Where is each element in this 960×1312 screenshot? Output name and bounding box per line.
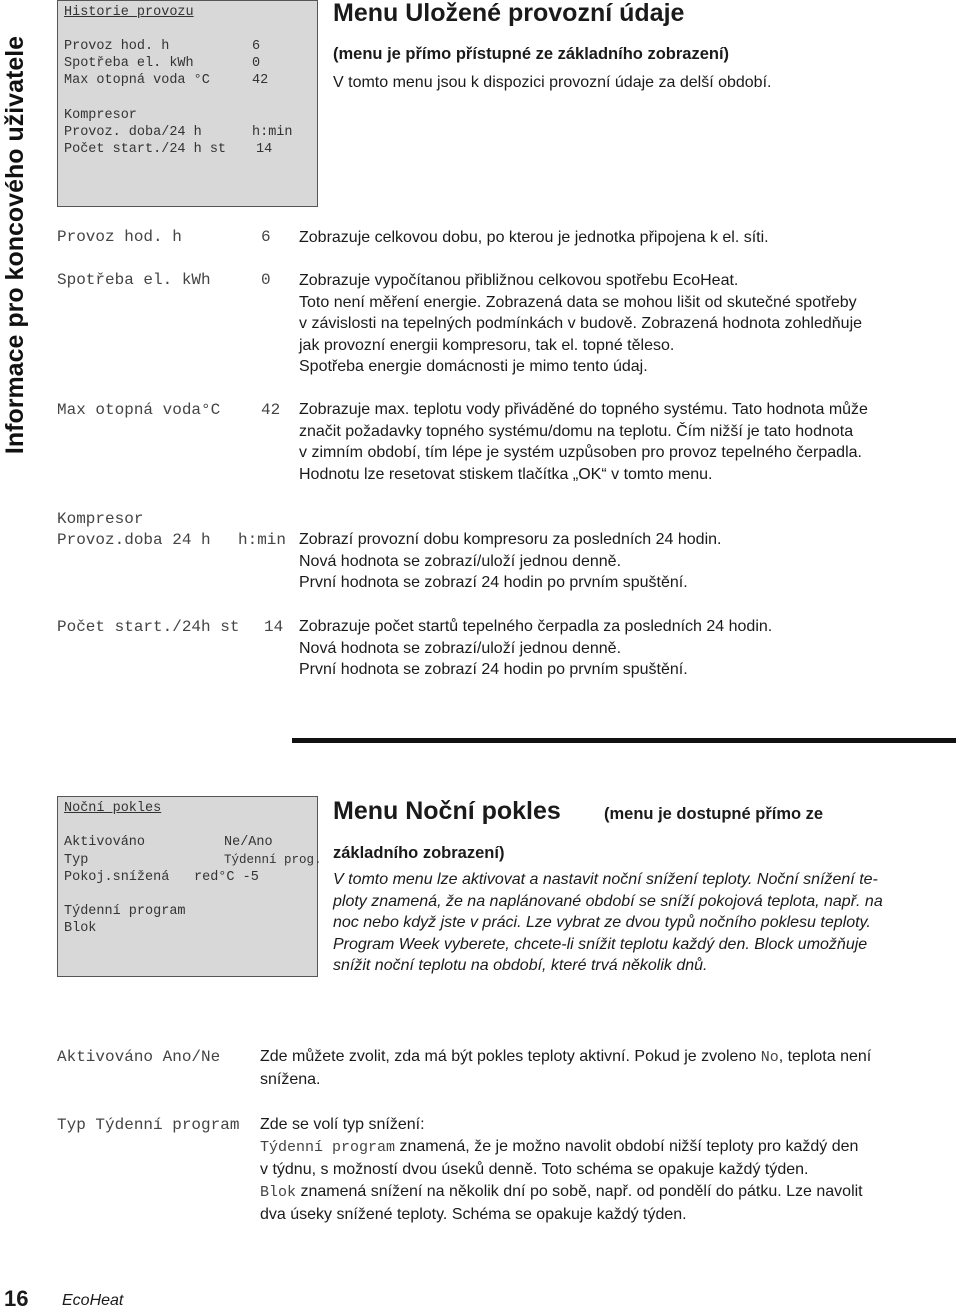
item-label: Spotřeba el. kWh: [57, 271, 211, 289]
section-subtitle: základního zobrazení): [333, 844, 505, 862]
panel-row-value: 6: [252, 39, 261, 54]
panel-row-value: h:min: [252, 125, 293, 140]
section-intro: V tomto menu jsou k dispozici provozní údaje za delší období.: [333, 74, 772, 91]
section-intro: [333, 869, 953, 977]
desc-text: znamená snížení na několik dní po sobě, např. od pondělí do pátku. Lze navolit: [296, 1183, 863, 1200]
panel-section-label: Kompresor: [64, 108, 137, 123]
item-description: [260, 1114, 950, 1226]
page-number: 16: [4, 1286, 29, 1311]
side-title: Informace pro koncového uživatele: [1, 35, 29, 455]
panel-row-value: 42: [252, 73, 269, 88]
desc-line: jak provozní energii kompresoru, tak el. topné těleso.: [299, 336, 675, 354]
item-description: [299, 616, 944, 681]
desc-line: v zimním období, tím lépe je systém uzpůsoben pro provoz tepelného čerpadla.: [299, 444, 862, 461]
panel-title: Noční pokles: [64, 801, 162, 816]
desc-line: Spotřeba energie domácnosti je mimo tento údaj.: [299, 358, 648, 375]
desc-line: v závislosti na tepelných podmínkách v budově. Zobrazená hodnota zohledňuje: [299, 315, 863, 332]
code-text: Blok: [260, 1184, 297, 1201]
panel-row-value: 0: [252, 56, 261, 71]
item-label: Provoz hod. h: [57, 228, 182, 246]
section-title: Menu Noční pokles: [333, 797, 561, 825]
panel-row-label: Počet start./24 h st: [64, 142, 227, 157]
brand-name: EcoHeat: [62, 1292, 124, 1309]
desc-line: Hodnotu lze resetovat stiskem tlačítka „OK“ v tomto menu.: [299, 465, 713, 483]
panel-row-value: red°C -5: [194, 870, 259, 885]
intro-line: Program Week vyberete, chcete-li snížit teplotu každý den. Block umožňuje: [333, 935, 868, 953]
panel-title: Historie provozu: [64, 5, 194, 20]
item-group-label: Kompresor: [57, 510, 144, 528]
item-description: [299, 529, 944, 594]
item-label: Max otopná voda°C: [57, 401, 221, 419]
display-panel-history: [57, 0, 318, 207]
item-value: 0: [261, 271, 271, 289]
code-text: Týdenní program: [260, 1139, 396, 1156]
desc-line: Zde se volí typ snížení:: [260, 1116, 425, 1133]
desc-line: Nová hodnota se zobrazí/uloží jednou denně.: [299, 639, 622, 657]
desc-line: Zobrazí provozní dobu kompresoru za posledních 24 hodin.: [299, 531, 722, 548]
display-panel-night-setback: [57, 796, 322, 977]
item-description: [299, 227, 944, 249]
panel-row-label: Typ: [64, 853, 89, 868]
item-value: 14: [264, 618, 284, 636]
panel-row-value: Týdenní prog.: [224, 853, 322, 867]
item-description: [299, 270, 944, 378]
section-divider: [292, 738, 956, 743]
section-title: Menu Uložené provozní údaje: [333, 0, 685, 27]
desc-line: Zobrazuje počet startů tepelného čerpadla za posledních 24 hodin.: [299, 618, 773, 635]
panel-row-label: Provoz hod. h: [64, 39, 170, 54]
desc-line: dva úseky snížené teploty. Schéma se opakuje každý týden.: [260, 1206, 687, 1223]
desc-line: Zobrazuje celkovou dobu, po kterou je jednotka připojena k el. síti.: [299, 229, 769, 246]
desc-line: Toto není měření energie. Zobrazená data se mohou lišit od skutečné spotřeby: [299, 293, 857, 311]
desc-line: [260, 1181, 950, 1204]
item-value: 42: [261, 401, 281, 419]
desc-line: [260, 1046, 950, 1069]
desc-text: , teplota není: [778, 1048, 872, 1065]
panel-row-label: Aktivováno: [64, 835, 146, 850]
desc-line: Zobrazuje max. teplotu vody přiváděné do topného systému. Tato hodnota může: [299, 401, 868, 418]
panel-row-label: Pokoj.snížená: [64, 870, 170, 885]
panel-row-label: Provoz. doba/24 h: [64, 125, 202, 140]
item-label: Typ Týdenní program: [57, 1116, 240, 1134]
intro-line: noc nebo když jste v práci. Lze vybrat ze dvou typů nočního poklesu teploty.: [333, 914, 871, 931]
section-subtitle: (menu je přímo přístupné ze základního zobrazení): [333, 45, 730, 63]
item-label: Provoz.doba 24 h: [57, 531, 211, 549]
desc-text: znamená, že je možno navolit období nižší teploty pro každý den: [395, 1138, 859, 1155]
desc-line: značit požadavky topného systému/domu na teplotu. Čím nižší je tato hodnota: [299, 422, 854, 440]
intro-line: V tomto menu lze aktivovat a nastavit noční snížení teploty. Noční snížení te-: [333, 871, 878, 888]
item-description: [260, 1046, 950, 1091]
panel-option: Týdenní program: [64, 904, 186, 919]
desc-text: Zde můžete zvolit, zda má být pokles teploty aktivní. Pokud je zvoleno: [260, 1048, 761, 1065]
desc-line: [260, 1136, 950, 1159]
panel-row-label: Spotřeba el. kWh: [64, 56, 194, 71]
code-text: No: [760, 1049, 779, 1066]
item-label: Počet start./24h st: [57, 618, 240, 636]
desc-line: První hodnota se zobrazí 24 hodin po prvním spuštění.: [299, 574, 688, 591]
intro-line: ploty znamená, že na naplánované období se sníží pokojová teplota, např. na: [333, 892, 883, 910]
desc-line: snížena.: [260, 1071, 321, 1088]
intro-line: snížit noční teplotu na období, které trvá několik dnů.: [333, 957, 708, 974]
item-value: h:min: [238, 531, 287, 549]
item-value: 6: [261, 228, 271, 246]
panel-row-value: Ne/Ano: [224, 835, 273, 850]
desc-line: Nová hodnota se zobrazí/uloží jednou denně.: [299, 552, 622, 570]
desc-line: v týdnu, s možností dvou úseků denně. Toto schéma se opakuje každý týden.: [260, 1161, 809, 1178]
desc-line: První hodnota se zobrazí 24 hodin po prvním spuštění.: [299, 661, 688, 678]
item-label: Aktivováno Ano/Ne: [57, 1048, 221, 1066]
panel-row-label: Max otopná voda °C: [64, 73, 210, 88]
section-subtitle: (menu je dostupné přímo ze: [604, 805, 824, 823]
panel-option: Blok: [64, 921, 97, 936]
item-description: [299, 399, 944, 485]
panel-row-value: 14: [256, 142, 273, 157]
desc-line: Zobrazuje vypočítanou přibližnou celkovou spotřebu EcoHeat.: [299, 272, 739, 289]
